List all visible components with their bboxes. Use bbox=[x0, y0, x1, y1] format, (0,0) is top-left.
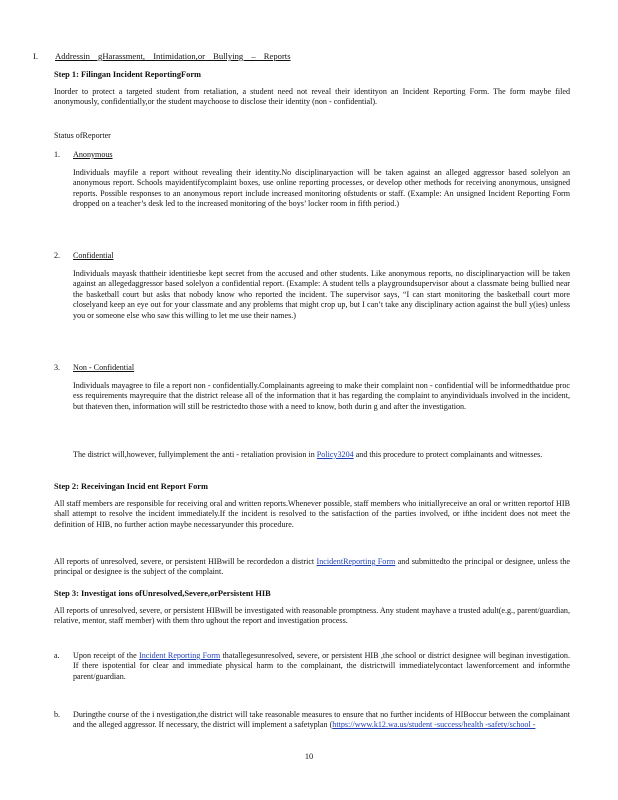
item3-number: 3. bbox=[54, 363, 61, 372]
safety-plan-link[interactable]: https://www.k12.wa.us/student -success/health -safety/school - bbox=[332, 720, 536, 730]
item-b-label: b. bbox=[54, 710, 61, 719]
step2-para1: All staff members are responsible for receiving oral and written reports.Whenever possible, staff members who initiallyreceive an oral or written reportof HIB shall attempt to resolve the incident immediately.If the incident is resolved to the satisfaction of the parties involved, or ifthe incident does not meet the definition of HIB, no further action maybe necessaryunder this procedure. bbox=[54, 499, 570, 529]
item-a-label: a. bbox=[54, 651, 60, 660]
item3-title: Non - Confidential bbox=[73, 363, 135, 372]
item1-title: Anonymous bbox=[73, 150, 113, 159]
item2-text: Individuals mayask thattheir identitiesbe kept secret from the accused and other students. Like anonymous reports, no disciplinaryaction will be taken against an allegedaggressor based solelyon a confidential report. (Example: A student tells a playgroundsupervisor about a classmate being bullied near the basketball court but asks that nobody know who reported the incident. The supervisor says, “I can start monitoring the basketball court more closelyand keep an eye out for your classmate and any problems that might crop up, but I can’t take any disciplinary action against the bull y(ies) unless you or someone else who saw this willing to let me use their names.) bbox=[73, 269, 570, 320]
section-title: Addressin gHarassment, Intimidation,or Bullying – Reports bbox=[55, 51, 291, 61]
step1-intro: Inorder to protect a targeted student from retaliation, a student need not reveal their identityon an Incident Reporting Form. The form maybe filed anonymously, confidentially,or the student maychoose to disclose their identity (non - confidential). bbox=[54, 87, 570, 107]
status-of-reporter-label: Status ofReporter bbox=[54, 131, 111, 140]
item-a-text: Upon receipt of the Incident Reporting Form thatallegesunresolved, severe, or persistent HIB ,the school or district designee will beginan investigation. If there ispotential for clear and immediate physical harm to the complainant, the districtwill immediatelycontact lawenforcement and informthe parent/guardian. bbox=[73, 651, 570, 681]
item2-number: 2. bbox=[54, 251, 61, 260]
step2-para2: All reports of unresolved, severe, or persistent HIBwill be recordedon a district IncidentReporting Form and submittedto the principal or designee, unless the principal or designee is the subject of the complaint. bbox=[54, 557, 571, 577]
item-b-text: Duringthe course of the i nvestigation,the district will take reasonable measures to ensure that no further incidents of HIBoccur between the complainant and the alleged aggressor. If necessary, the district will implement a safetyplan (https://www.k12.wa.us/student -success/health -safety/school - bbox=[73, 710, 570, 730]
incident-reporting-form-link-2[interactable]: Incident Reporting Form bbox=[139, 651, 221, 660]
step1-heading: Step 1: Filingan Incident ReportingForm bbox=[54, 70, 202, 79]
policy-3204-link[interactable]: Policy3204 bbox=[316, 450, 354, 459]
section-number: I. bbox=[33, 51, 39, 61]
step3-heading: Step 3: Investigat ions ofUnresolved,Severe,orPersistent HIB bbox=[54, 589, 271, 598]
step3-para1: All reports of unresolved, severe, or persistent HIBwill be investigated with reasonable promptness. Any student mayhave a trusted adult(e.g., parent/guardian, relative, mentor, staff member) with them thro ughout the report and investigation process. bbox=[54, 606, 570, 626]
item3-text: Individuals mayagree to file a report non - confidentially.Complainants agreeing to make their complaint non - confidential will be informedthatdue proc ess requirements mayrequire that the district release all of the information that it has regarding the complaint to anyindividuals involved in the incident, but thateven then, information will still be restrictedto those with a need to know, both durin g and after the investigation. bbox=[73, 381, 570, 411]
incident-reporting-form-link[interactable]: IncidentReporting Form bbox=[316, 557, 396, 566]
item1-number: 1. bbox=[54, 150, 61, 159]
step2-heading: Step 2: Receivingan Incid ent Report Form bbox=[54, 482, 208, 491]
item1-text: Individuals mayfile a report without revealing their identity.No disciplinaryaction will be taken against an alleged aggressor based solelyon an anonymous report. Schools mayidentifycomplaint boxes, use online reporting processes, or develop other methods for receiving anonymous, unsigned reports. Possible responses to an anonymous report include increased monitoring ofstudents or staff. (Example: An unsigned Incident Reporting Form dropped on a teacher’s desk led to the increased monitoring of the boys’ locker room in fifth period.) bbox=[73, 168, 570, 209]
item3-text-2: The district will,however, fullyimplement the anti - retaliation provision in Policy3204 and this procedure to protect complainants and witnesses. bbox=[73, 450, 543, 459]
item2-title: Confidential bbox=[73, 251, 114, 260]
page-number: 10 bbox=[304, 752, 314, 761]
section-heading bbox=[33, 51, 553, 62]
